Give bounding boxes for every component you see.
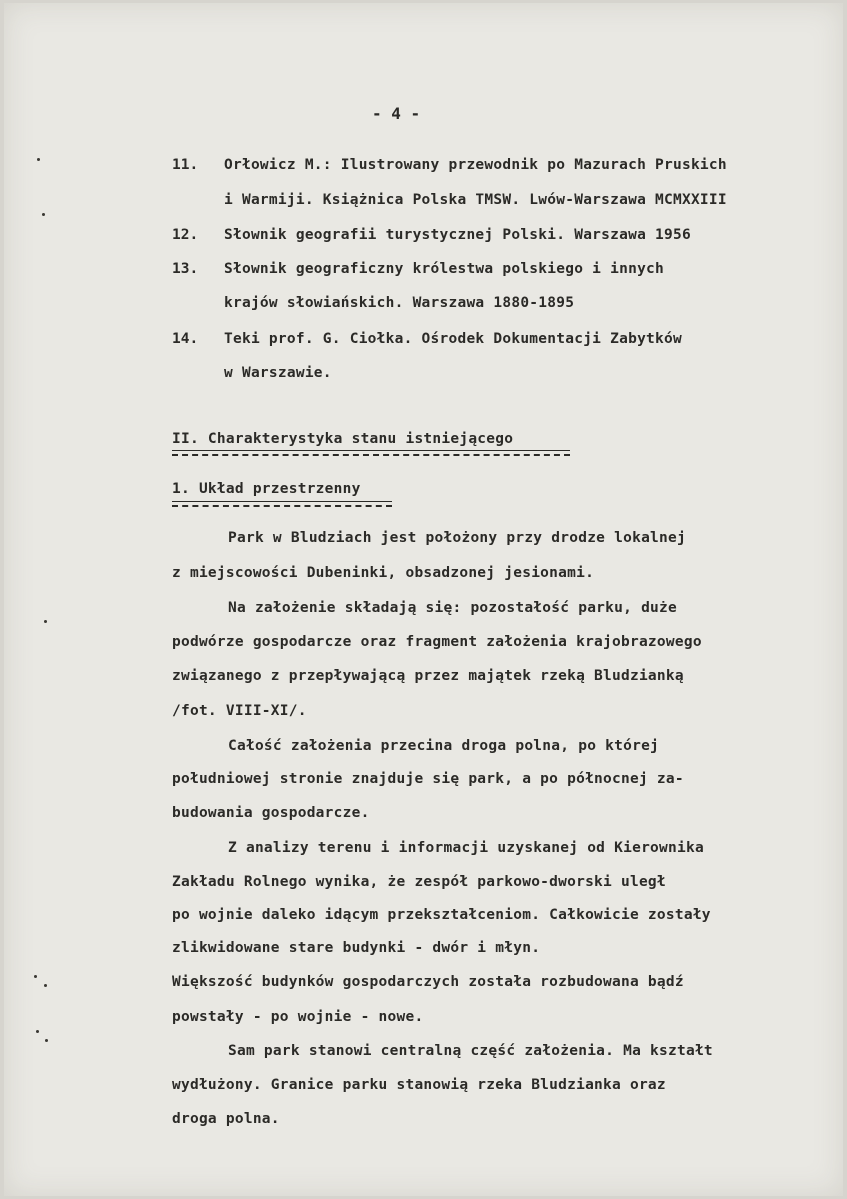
reference-line: Orłowicz M.: Ilustrowany przewodnik po Mazurach Pruskich [224,157,727,173]
body-line: Większość budynków gospodarczych została rozbudowana bądź [172,974,684,990]
body-line: Park w Bludziach jest położony przy drodze lokalnej [228,530,686,546]
reference-line: Teki prof. G. Ciołka. Ośrodek Dokumentacji Zabytków [224,331,682,347]
reference-number: 13. [172,261,199,277]
reference-line: krajów słowiańskich. Warszawa 1880-1895 [224,295,575,311]
heading-underline [172,450,570,451]
section-heading: II. Charakterystyka stanu istniejącego [172,431,514,447]
body-line: budowania gospodarcze. [172,805,370,821]
body-line: po wojnie daleko idącym przekształceniom. Całkowicie zostały [172,907,711,923]
reference-line: i Warmiji. Książnica Polska TMSW. Lwów-Warszawa MCMXXIII [224,192,727,208]
body-line: wydłużony. Granice parku stanowią rzeka Bludzianka oraz [172,1077,666,1093]
reference-line: w Warszawie. [224,365,332,381]
paper-speck [45,1039,48,1042]
body-line: południowej stronie znajduje się park, a po północnej za- [172,771,684,787]
body-line: podwórze gospodarcze oraz fragment założenia krajobrazowego [172,634,702,650]
paper-speck [44,620,47,623]
body-line: związanego z przepływającą przez majątek rzeką Bludzianką [172,668,684,684]
body-line: Na założenie składają się: pozostałość parku, duże [228,600,677,616]
body-line: Sam park stanowi centralną część założenia. Ma kształt [228,1043,713,1059]
reference-number: 14. [172,331,199,347]
subsection-heading: 1. Układ przestrzenny [172,481,361,497]
body-line: /fot. VIII-XI/. [172,703,307,719]
paper-speck [42,213,45,216]
body-line: zlikwidowane stare budynki - dwór i młyn. [172,940,541,956]
reference-line: Słownik geograficzny królestwa polskiego i innych [224,261,665,277]
body-line: Zakładu Rolnego wynika, że zespół parkowo-dworski uległ [172,874,666,890]
body-line: z miejscowości Dubeninki, obsadzonej jesionami. [172,565,595,581]
paper-speck [36,1030,39,1033]
reference-number: 11. [172,157,199,173]
paper-speck [34,975,37,978]
reference-line: Słownik geografii turystycznej Polski. Warszawa 1956 [224,227,691,243]
body-line: droga polna. [172,1111,280,1127]
paper-speck [44,984,47,987]
heading-double-underline [172,454,570,456]
subheading-underline [172,501,392,502]
body-line: Całość założenia przecina droga polna, po której [228,738,660,754]
reference-number: 12. [172,227,199,243]
body-line: powstały - po wojnie - nowe. [172,1009,424,1025]
page-number: - 4 - [372,104,421,123]
body-line: Z analizy terenu i informacji uzyskanej od Kierownika [228,840,704,856]
paper-speck [37,158,40,161]
subheading-double-underline [172,505,392,507]
document-page [4,3,843,1196]
